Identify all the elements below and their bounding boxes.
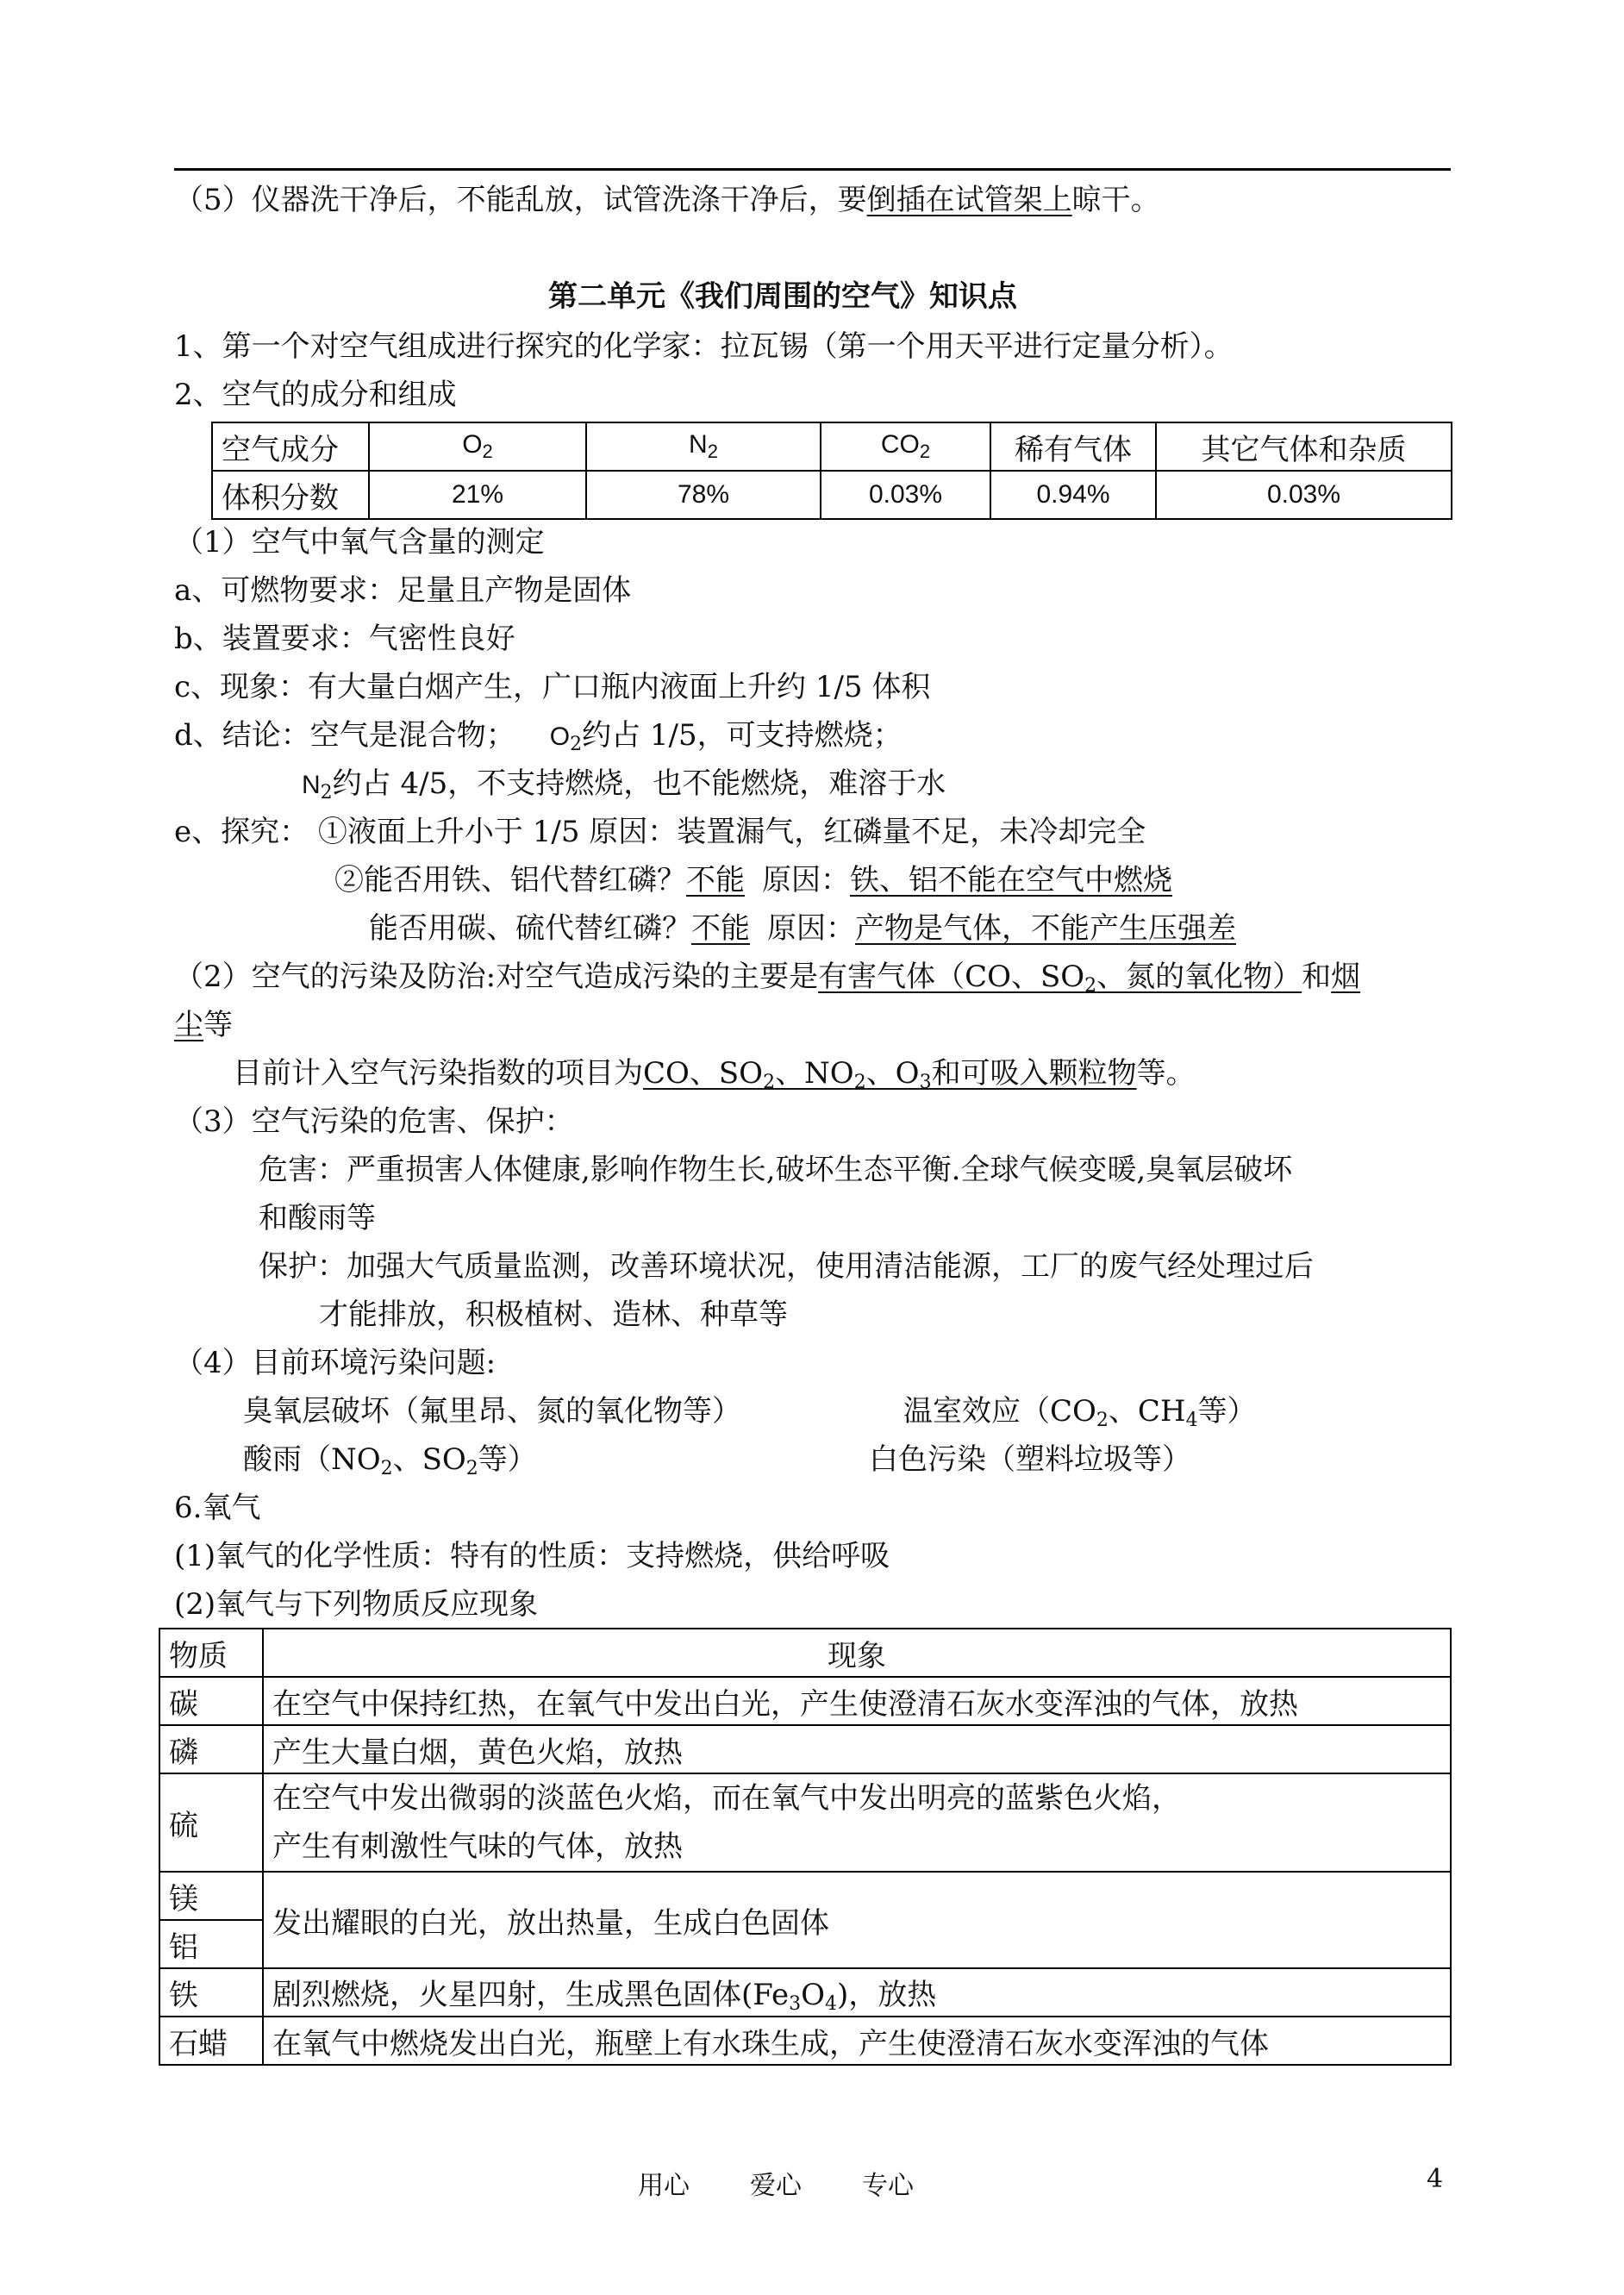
table-header-cell: $CO_2$ xyxy=(821,422,990,471)
protection-line-1: 保护：加强大气质量监测，改善环境状况，使用清洁能源，工厂的废气经处理过后 xyxy=(259,1249,1314,1284)
env-problem-greenhouse: 温室效应（$CO_2$、$CH_4$等） xyxy=(903,1394,1257,1431)
env-problem-acid-rain: 酸雨（$NO_2$、$SO_2$等） xyxy=(243,1442,537,1479)
section-title: 第二单元《我们周围的空气》知识点 xyxy=(548,279,1017,314)
table-cell: 石蜡 xyxy=(159,2017,263,2065)
table-cell: 在氧气中燃烧发出白光，瓶壁上有水珠生成，产生使澄清石灰水变浑浊的气体 xyxy=(263,2017,1451,2065)
table-cell: 发出耀眼的白光，放出热量，生成白色固体 xyxy=(263,1872,1451,1968)
table-cell: 在空气中发出微弱的淡蓝色火焰，而在氧气中发出明亮的蓝紫色火焰， 产生有刺激性气味的气体，放热 xyxy=(263,1773,1451,1872)
table-cell: 78% xyxy=(586,471,821,519)
table-cell: 磷 xyxy=(159,1725,263,1773)
subsection-3: （3）空气污染的危害、保护： xyxy=(174,1104,574,1139)
table-cell: 在空气中保持红热，在氧气中发出白光，产生使澄清石灰水变浑浊的气体，放热 xyxy=(263,1677,1451,1725)
env-problem-ozone: 臭氧层破坏（氟里昂、氮的氧化物等） xyxy=(243,1394,741,1429)
item-a: a、可燃物要求：足量且产物是固体 xyxy=(174,573,632,608)
table-cell: 硫 xyxy=(159,1773,263,1872)
table-cell: 铝 xyxy=(159,1920,263,1968)
protection-line-2: 才能排放，积极植树、造林、种草等 xyxy=(319,1298,788,1332)
item-b: b、装置要求：气密性良好 xyxy=(174,622,515,656)
table-header-cell: 其它气体和杂质 xyxy=(1156,422,1452,471)
item-e-2: ②能否用铁、铝代替红磷？不能 原因：铁、铝不能在空气中燃烧 xyxy=(334,863,1172,897)
table-header-cell: 现象 xyxy=(263,1629,1451,1677)
item-e-1: e、探究： ①液面上升小于 1/5 原因：装置漏气，红磷量不足，未冷却完全 xyxy=(174,815,1146,849)
item-e-3: 能否用碳、硫代替红磷？不能 原因：产物是气体，不能产生压强差 xyxy=(369,911,1236,946)
pollution-index-items: 目前计入空气污染指数的项目为CO、$SO_2$、$NO_2$、$O_3$和可吸入颗粒物等。 xyxy=(233,1056,1196,1093)
table-header-cell: 稀有气体 xyxy=(990,422,1156,471)
table-cell: 剧烈燃烧，火星四射，生成黑色固体$(Fe_3O_4)$，放热 xyxy=(263,1968,1451,2017)
paragraph-2: 2、空气的成分和组成 xyxy=(174,378,457,412)
subsection-4: （4）目前环境污染问题: xyxy=(174,1346,497,1380)
subsection-1: （1）空气中氧气含量的测定 xyxy=(174,525,545,560)
subsection-2: （2）空气的污染及防治:对空气造成污染的主要是有害气体（CO、$SO_2$、氮的氧化物）和烟 xyxy=(174,960,1361,997)
item-d-2: $N_2$约占 4/5，不支持燃烧，也不能燃烧，难溶于水 xyxy=(302,766,946,804)
table-cell: 铁 xyxy=(159,1968,263,2017)
cleaning-note: （5）仪器洗干净后，不能乱放，试管洗涤干净后，要倒插在试管架上晾干。 xyxy=(174,183,1160,217)
footer-left: 用心 xyxy=(638,2171,690,2201)
page-number: 4 xyxy=(1427,2164,1444,2194)
item-c: c、现象：有大量白烟产生，广口瓶内液面上升约 1/5 体积 xyxy=(174,670,931,704)
table-header-cell: $O_2$ xyxy=(369,422,586,471)
item-d-1: d、结论：空气是混合物； $O_2$约占 1/5，可支持燃烧； xyxy=(174,718,903,755)
table-cell: 0.94% xyxy=(990,471,1156,519)
harm-line-2: 和酸雨等 xyxy=(259,1201,376,1235)
table-cell: 产生大量白烟，黄色火焰，放热 xyxy=(263,1725,1451,1773)
paragraph-1: 1、第一个对空气组成进行探究的化学家：拉瓦锡（第一个用天平进行定量分析）。 xyxy=(174,329,1234,364)
table-header-cell: $N_2$ xyxy=(586,422,821,471)
env-problem-white-pollution: 白色污染（塑料垃圾等） xyxy=(869,1442,1191,1477)
reaction-table xyxy=(159,1628,1452,2066)
harm-line-1: 危害：严重损害人体健康,影响作物生长,破坏生态平衡.全球气候变暖,臭氧层破坏 xyxy=(259,1153,1293,1187)
table-header-cell: 空气成分 xyxy=(212,422,369,471)
footer-mid: 爱心 xyxy=(750,2171,802,2201)
subsection-2-cont: 尘等 xyxy=(174,1008,233,1042)
paragraph-6: 6.氧气 xyxy=(174,1491,261,1525)
air-composition-table xyxy=(211,422,1452,520)
table-row-header: 体积分数 xyxy=(212,471,369,519)
oxygen-property-2: (2)氧气与下列物质反应现象 xyxy=(174,1587,539,1622)
table-header-cell: 物质 xyxy=(159,1629,263,1677)
table-cell: 21% xyxy=(369,471,586,519)
header-rule xyxy=(174,168,1451,171)
footer-right: 专心 xyxy=(862,2171,914,2201)
table-cell: 镁 xyxy=(159,1872,263,1920)
table-cell: 0.03% xyxy=(1156,471,1452,519)
table-cell: 碳 xyxy=(159,1677,263,1725)
table-cell: 0.03% xyxy=(821,471,990,519)
oxygen-property-1: (1)氧气的化学性质：特有的性质：支持燃烧，供给呼吸 xyxy=(174,1539,890,1573)
